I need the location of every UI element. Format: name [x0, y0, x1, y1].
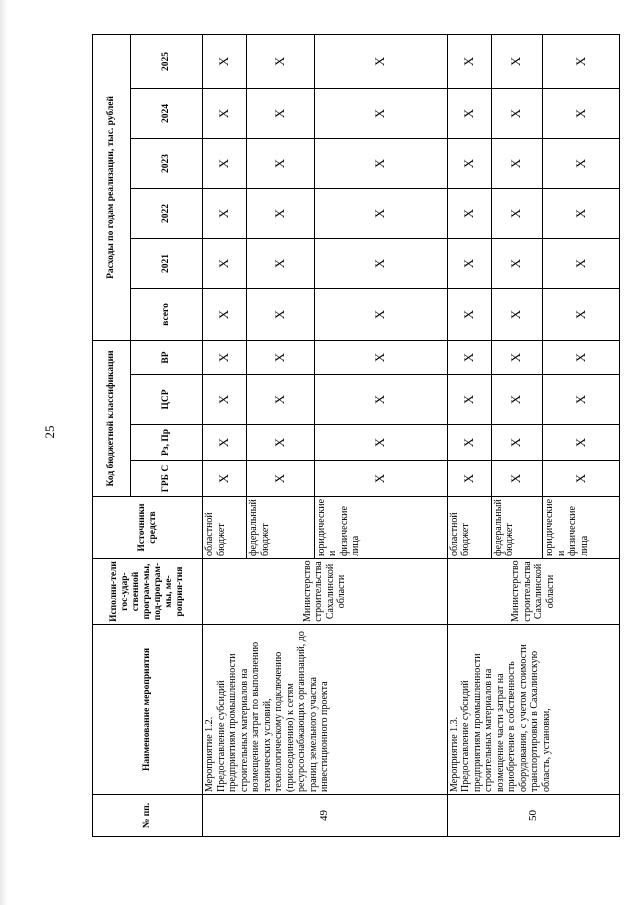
measure-name — [447, 625, 619, 795]
header-2021: 2021 — [131, 238, 203, 288]
y2023-cell: X — [247, 138, 315, 188]
rotated-page-content — [92, 35, 620, 837]
header-2025: 2025 — [131, 34, 203, 88]
csr-cell: X — [247, 375, 315, 425]
csr-cell: X — [491, 375, 542, 425]
y2022-cell: X — [247, 188, 315, 238]
grbs-cell: X — [447, 461, 491, 497]
vr-cell: X — [314, 340, 447, 374]
rzpr-cell: X — [314, 425, 447, 461]
header-total: всего — [131, 288, 203, 340]
y2024-cell: X — [247, 88, 315, 138]
y2024-cell: X — [314, 88, 447, 138]
y2025-cell: X — [447, 34, 491, 88]
y2025-cell: X — [247, 34, 315, 88]
measure-text: Предоставление субсидий предприятиям промышленности строительных материалов на возмещение затрат по выполнению технических условий, технологическому подключению (присоединению) к сетям ресурсоснабжающих организаций, до границ земельного участка инвестиционного проекта — [215, 631, 330, 792]
header-2022: 2022 — [131, 188, 203, 238]
csr-cell: X — [203, 375, 247, 425]
source-cell: областной бюджет — [447, 497, 491, 559]
y2024-cell: X — [447, 88, 491, 138]
y2021-cell: X — [543, 238, 620, 288]
y2023-cell: X — [491, 138, 542, 188]
y2024-cell: X — [491, 88, 542, 138]
source-cell: юридические и физические лица — [543, 497, 620, 559]
vr-cell: X — [543, 340, 620, 374]
header-vr: ВР — [131, 340, 203, 374]
vr-cell: X — [447, 340, 491, 374]
header-executor: Исполни-тели гос-удар-ственной програм-мы, под-програм-мы, ме-роприя-тия — [93, 559, 203, 625]
total-cell: X — [447, 288, 491, 340]
y2021-cell: X — [314, 238, 447, 288]
y2022-cell: X — [543, 188, 620, 238]
rzpr-cell: X — [543, 425, 620, 461]
rzpr-cell: X — [491, 425, 542, 461]
y2023-cell: X — [314, 138, 447, 188]
header-grbs: ГРБ С — [131, 461, 203, 497]
source-cell: федеральный бюджет — [247, 497, 315, 559]
total-cell: X — [314, 288, 447, 340]
executor-cell: Министерство строительства Сахалинской области — [447, 559, 619, 625]
y2025-cell: X — [314, 34, 447, 88]
total-cell: X — [491, 288, 542, 340]
source-cell: юридические и физические лица — [314, 497, 447, 559]
vr-cell: X — [491, 340, 542, 374]
rzpr-cell: X — [447, 425, 491, 461]
table-row — [203, 34, 247, 836]
csr-cell: X — [543, 375, 620, 425]
csr-cell: X — [447, 375, 491, 425]
y2025-cell: X — [203, 34, 247, 88]
y2021-cell: X — [491, 238, 542, 288]
header-2023: 2023 — [131, 138, 203, 188]
total-cell: X — [543, 288, 620, 340]
rzpr-cell: X — [247, 425, 315, 461]
header-rzpr: Рз, Пр — [131, 425, 203, 461]
measure-title: Мероприятие 1.3. — [448, 716, 460, 792]
header-2024: 2024 — [131, 88, 203, 138]
grbs-cell: X — [247, 461, 315, 497]
y2025-cell: X — [543, 34, 620, 88]
grbs-cell: X — [203, 461, 247, 497]
y2022-cell: X — [314, 188, 447, 238]
header-budget-code: Код бюджетной классификации — [93, 340, 131, 496]
y2022-cell: X — [203, 188, 247, 238]
source-cell: федеральный бюджет — [491, 497, 542, 559]
table-row — [447, 34, 491, 836]
header-csr: ЦСР — [131, 375, 203, 425]
header-expenses: Расходы по годам реализации, тыс. рублей — [93, 34, 131, 340]
grbs-cell: X — [543, 461, 620, 497]
measure-title: Мероприятие 1.2. — [204, 716, 215, 792]
measure-name — [203, 625, 448, 795]
y2023-cell: X — [203, 138, 247, 188]
y2022-cell: X — [491, 188, 542, 238]
y2023-cell: X — [543, 138, 620, 188]
y2024-cell: X — [543, 88, 620, 138]
total-cell: X — [203, 288, 247, 340]
source-cell: областной бюджет — [203, 497, 247, 559]
vr-cell: X — [247, 340, 315, 374]
grbs-cell: X — [314, 461, 447, 497]
row-number: 49 — [203, 795, 448, 837]
total-cell: X — [247, 288, 315, 340]
y2021-cell: X — [447, 238, 491, 288]
y2021-cell: X — [247, 238, 315, 288]
y2025-cell: X — [491, 34, 542, 88]
header-name: Наименование мероприятия — [93, 625, 203, 795]
header-source: Источники средств — [93, 497, 203, 559]
y2023-cell: X — [447, 138, 491, 188]
rzpr-cell: X — [203, 425, 247, 461]
page-number: 25 — [42, 425, 57, 439]
csr-cell: X — [314, 375, 447, 425]
grbs-cell: X — [491, 461, 542, 497]
scan-edge — [0, 0, 8, 905]
header-num: № пп. — [93, 795, 203, 837]
budget-table — [92, 34, 620, 837]
measure-text: Предоставление субсидий предприятиям промышленности строительных материалов на возмещение части затрат на приобретение в собственность оборудования, с учетом стоимости транспортировки в Сахалинскую область, установки, — [460, 644, 552, 792]
row-number: 50 — [447, 795, 619, 837]
vr-cell: X — [203, 340, 247, 374]
y2021-cell: X — [203, 238, 247, 288]
y2024-cell: X — [203, 88, 247, 138]
executor-cell: Министерство строительства Сахалинской области — [203, 559, 448, 625]
y2022-cell: X — [447, 188, 491, 238]
